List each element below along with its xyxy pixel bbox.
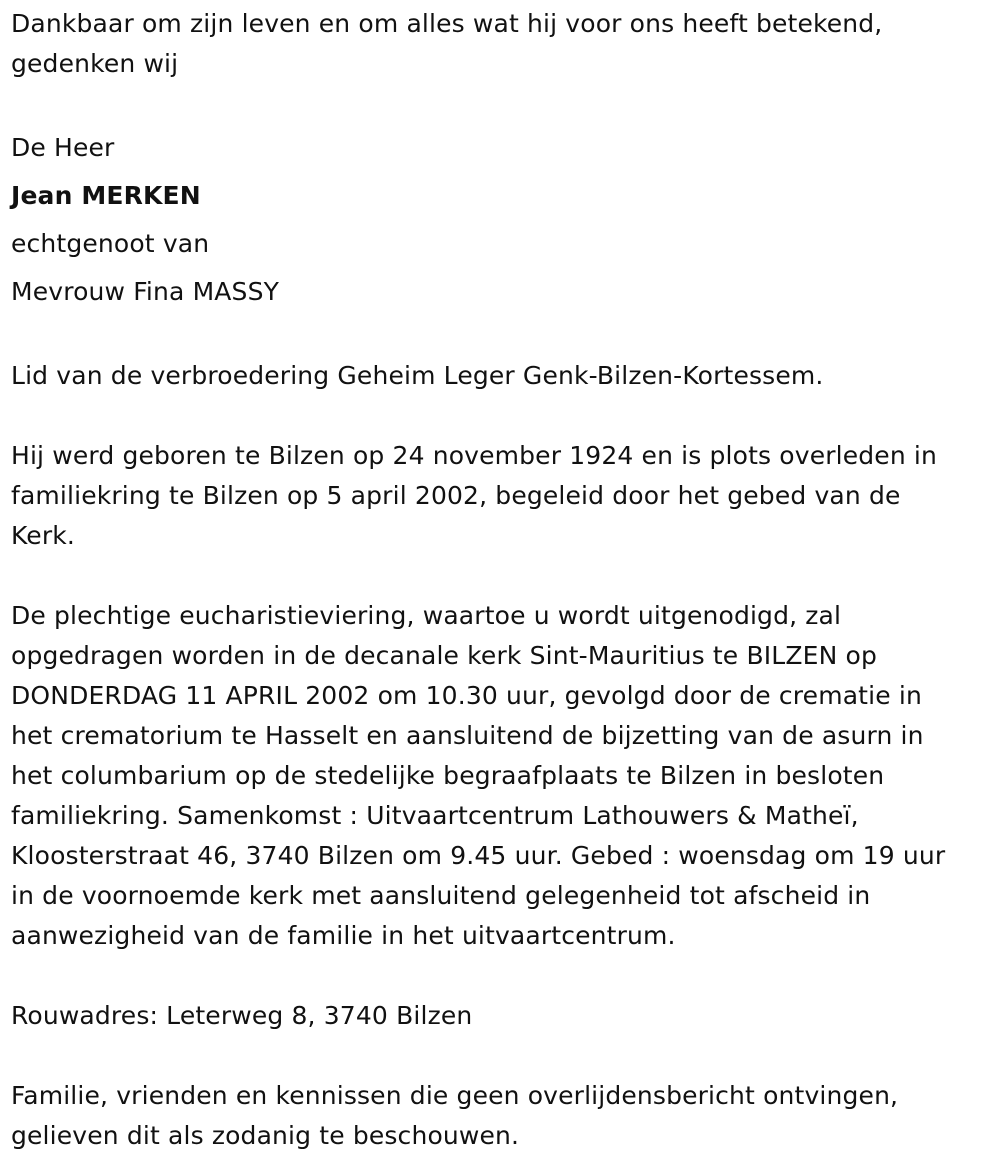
title-prefix: De Heer — [11, 133, 115, 162]
mourning-address: Rouwadres: Leterweg 8, 3740 Bilzen — [11, 1001, 473, 1030]
ceremony-line-8: in de voornoemde kerk met aansluitend gelegenheid tot afscheid in — [11, 881, 871, 910]
birth-death-line-3: Kerk. — [11, 521, 75, 550]
ceremony-line-7: Kloosterstraat 46, 3740 Bilzen om 9.45 uur. Gebed : woensdag om 19 uur — [11, 841, 946, 870]
ceremony-line-3: DONDERDAG 11 APRIL 2002 om 10.30 uur, gevolgd door de crematie in — [11, 681, 922, 710]
ceremony-line-1: De plechtige eucharistieviering, waartoe u wordt uitgenodigd, zal — [11, 601, 842, 630]
spacer — [11, 396, 991, 436]
spacer — [11, 956, 991, 996]
ceremony-line-2: opgedragen worden in de decanale kerk Sint-Mauritius te BILZEN op — [11, 641, 877, 670]
spacer — [11, 84, 991, 124]
obituary-notice — [11, 4, 991, 1156]
intro-line-1: Dankbaar om zijn leven en om alles wat hij voor ons heeft betekend, — [11, 9, 883, 38]
ceremony-line-6: familiekring. Samenkomst : Uitvaartcentrum Lathouwers & Matheï, — [11, 801, 859, 830]
intro-line-2: gedenken wij — [11, 49, 179, 78]
membership-text: Lid van de verbroedering Geheim Leger Genk-Bilzen-Kortessem. — [11, 361, 824, 390]
birth-death-line-2: familiekring te Bilzen op 5 april 2002, begeleid door het gebed van de — [11, 481, 901, 510]
ceremony-line-5: het columbarium op de stedelijke begraafplaats te Bilzen in besloten — [11, 761, 885, 790]
ceremony-line-9: aanwezigheid van de familie in het uitvaartcentrum. — [11, 921, 676, 950]
spouse-name: Mevrouw Fina MASSY — [11, 277, 280, 306]
closing-line-2: gelieven dit als zodanig te beschouwen. — [11, 1121, 520, 1150]
spouse-label: echtgenoot van — [11, 229, 210, 258]
spacer — [11, 1036, 991, 1076]
spacer — [11, 556, 991, 596]
spacer — [11, 316, 991, 356]
closing-line-1: Familie, vrienden en kennissen die geen overlijdensbericht ontvingen, — [11, 1081, 899, 1110]
deceased-name: Jean MERKEN — [11, 181, 201, 210]
ceremony-line-4: het crematorium te Hasselt en aansluitend de bijzetting van de asurn in — [11, 721, 924, 750]
birth-death-line-1: Hij werd geboren te Bilzen op 24 november 1924 en is plots overleden in — [11, 441, 938, 470]
